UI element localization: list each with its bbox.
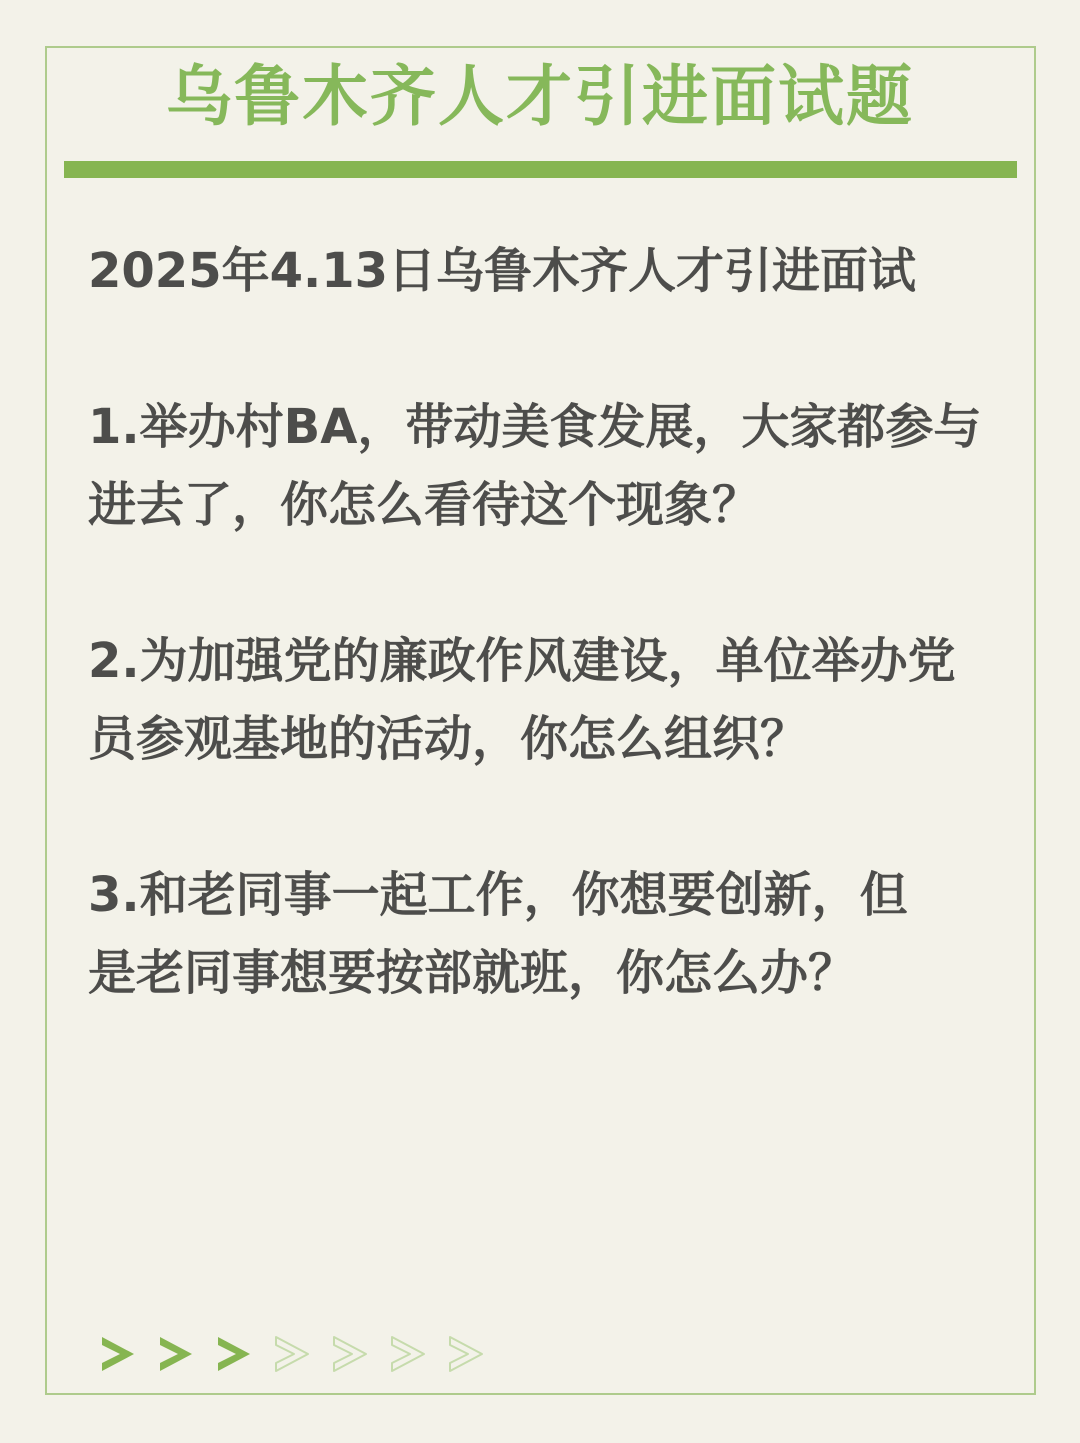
question-list bbox=[88, 232, 998, 1012]
question-item-1: 1.举办村BA，带动美食发展，大家都参与进去了，你怎么看待这个现象？ bbox=[88, 399, 982, 533]
chevron-right-icon-outline bbox=[330, 1324, 372, 1384]
question-item-2: 2.为加强党的廉政作风建设，单位举办党员参观基地的活动，你怎么组织？ bbox=[88, 633, 956, 767]
page-title: 乌鲁木齐人才引进面试题 bbox=[166, 58, 914, 135]
chevron-right-icon-filled bbox=[214, 1324, 256, 1384]
chevron-right-icon-outline bbox=[446, 1324, 488, 1384]
title-divider bbox=[64, 161, 1017, 178]
chevron-right-icon-outline bbox=[272, 1324, 314, 1384]
chevron-right-icon-filled bbox=[98, 1324, 140, 1384]
progress-arrows bbox=[98, 1324, 488, 1384]
question-item-3: 3.和老同事一起工作，你想要创新，但是老同事想要按部就班，你怎么办？ bbox=[88, 867, 908, 1001]
intro-line: 2025年4.13日乌鲁木齐人才引进面试 bbox=[88, 243, 917, 299]
chevron-right-icon-outline bbox=[388, 1324, 430, 1384]
chevron-right-icon-filled bbox=[156, 1324, 198, 1384]
